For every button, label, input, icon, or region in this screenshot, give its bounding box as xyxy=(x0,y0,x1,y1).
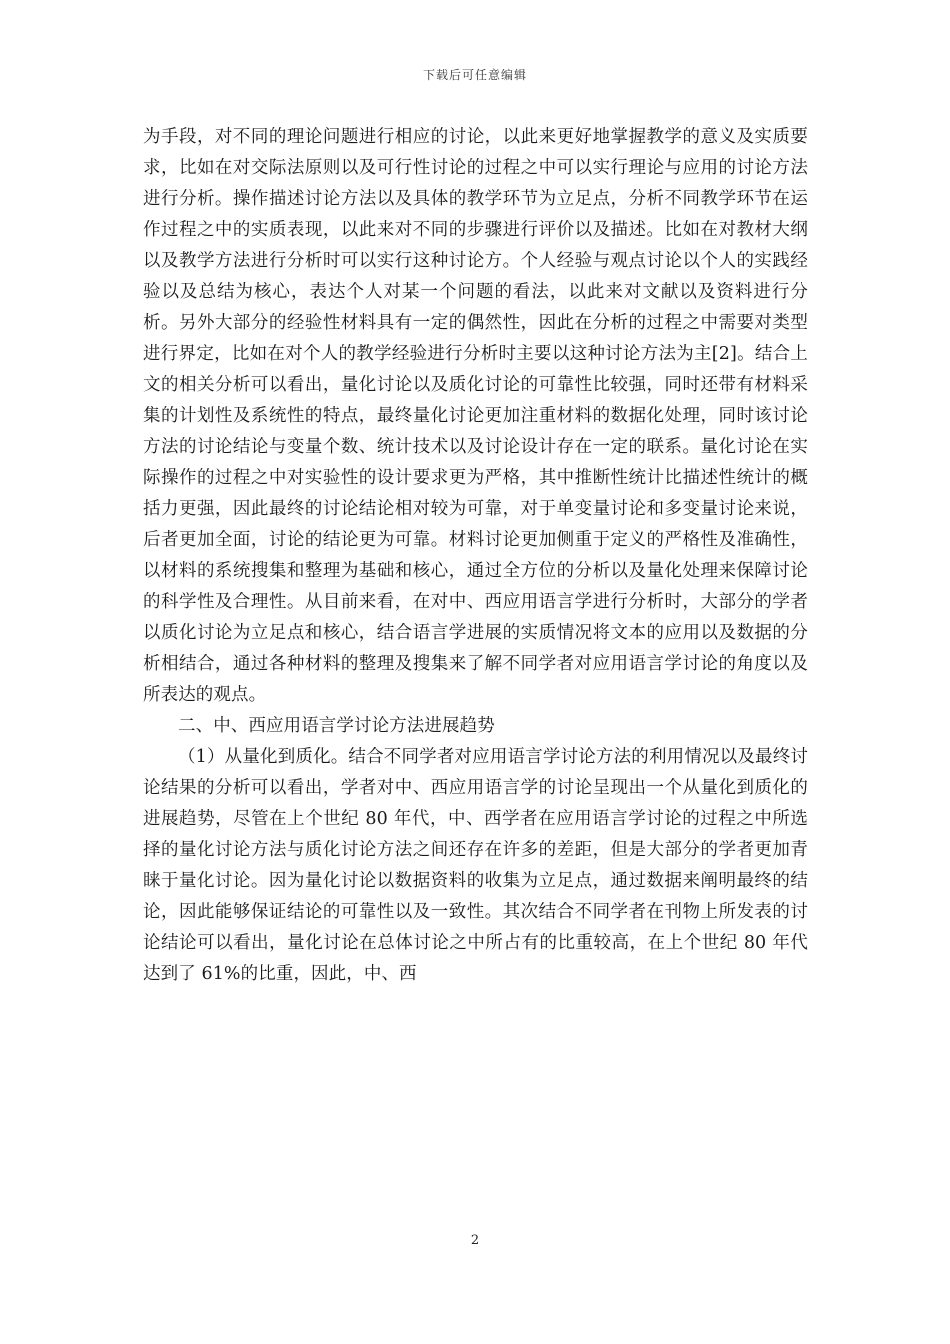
body-paragraph: （1）从量化到质化。结合不同学者对应用语言学讨论方法的利用情况以及最终讨论结果的分析可以看出，学者对中、西应用语言学的讨论呈现出一个从量化到质化的进展趋势，尽管在上个世纪 80 年代，中、西学者在应用语言学讨论的过程之中所选择的量化讨论方法与质化讨论方法之间还存在许多的差距，但是大部分的学者更加青睐于量化讨论。因为量化讨论以数据资料的收集为立足点，通过数据来阐明最终的结论，因此能够保证结论的可靠性以及一致性。其次结合不同学者在刊物上所发表的讨论结论可以看出，量化讨论在总体讨论之中所占有的比重较高，在上个世纪 80 年代达到了 61%的比重，因此，中、西 xyxy=(143,747,808,984)
body-paragraph-continued: 为手段，对不同的理论问题进行相应的讨论，以此来更好地掌握教学的意义及实质要求，比如在对交际法原则以及可行性讨论的过程之中可以实行理论与应用的讨论方法进行分析。操作描述讨论方法以及具体的教学环节为立足点，分析不同教学环节在运作过程之中的实质表现，以此来对不同的步骤进行评价以及描述。比如在对教材大纲以及教学方法进行分析时可以实行这种讨论方。个人经验与观点讨论以个人的实践经验以及总结为核心，表达个人对某一个问题的看法，以此来对文献以及资料进行分析。另外大部分的经验性材料具有一定的偶然性，因此在分析的过程之中需要对类型进行界定，比如在对个人的教学经验进行分析时主要以这种讨论方法为主[2]。结合上文的相关分析可以看出，量化讨论以及质化讨论的可靠性比较强，同时还带有材料采集的计划性及系统性的特点，最终量化讨论更加注重材料的数据化处理，同时该讨论方法的讨论结论与变量个数、统计技术以及讨论设计存在一定的联系。量化讨论在实际操作的过程之中对实验性的设计要求更为严格，其中推断性统计比描述性统计的概括力更强，因此最终的讨论结论相对较为可靠，对于单变量讨论和多变量讨论来说，后者更加全面，讨论的结论更为可靠。材料讨论更加侧重于定义的严格性及准确性，以材料的系统搜集和整理为基础和核心，通过全方位的分析以及量化处理来保障讨论的科学性及合理性。从目前来看，在对中、西应用语言学进行分析时，大部分的学者以质化讨论为立足点和核心，结合语言学进展的实质情况将文本的应用以及数据的分析相结合，通过各种材料的整理及搜集来了解不同学者对应用语言学讨论的角度以及所表达的观点。 xyxy=(143,127,808,705)
page-header: 下载后可任意编辑 xyxy=(422,68,527,82)
document-body xyxy=(143,122,808,990)
section-heading: 二、中、西应用语言学讨论方法进展趋势 xyxy=(178,716,495,736)
page-number: 2 xyxy=(470,1233,480,1248)
